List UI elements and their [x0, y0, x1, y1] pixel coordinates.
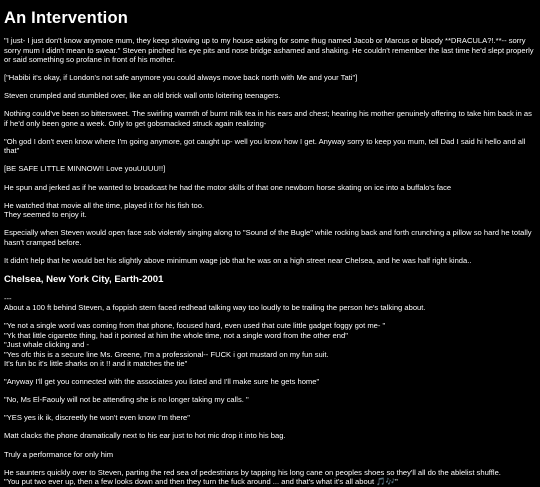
paragraph-saunters — [4, 468, 536, 487]
paragraph-singing-along: Especially when Steven would open face sob violently singing along to "Sound of the Bugle" while rocking back and forth crunching a pillow so hard he totally hasn't cramped before. — [4, 228, 532, 247]
paragraph-line: "Ye not a single word was coming from that phone, focused hard, even used that cute little gadget foggy got me- " — [4, 321, 386, 331]
paragraph-spun-and-jerked: He spun and jerked as if he wanted to broadcast he had the motor skills of that one newborn horse skating on ice into a buffalo's face — [4, 182, 452, 192]
paragraph-mother-goodbye: [BE SAFE LITTLE MINNOW!! Love youUUUU!!] — [4, 164, 166, 174]
paragraph-el-faouly: "No, Ms El-Faouly will not be attending she is no longer taking my calls. " — [4, 395, 249, 405]
paragraph-high-street: It didn't help that he would bet his slightly above minimum wage job that he was on a high street near Chelsea, and he was half right kinda.. — [4, 255, 472, 265]
paragraph-phone-monologue — [4, 321, 536, 369]
story-body — [4, 36, 536, 487]
paragraph-line: He watched that movie all the time, played it for his fish too. — [4, 200, 205, 210]
paragraph-associates: "Anyway I'll get you connected with the associates you listed and I'll make sure he gets home" — [4, 377, 320, 387]
paragraph-line: "Yk that little cigarette thing, had it pointed at him the whole time, not a single word from the other end" — [4, 330, 348, 340]
section-heading: Chelsea, New York City, Earth-2001 — [4, 273, 164, 285]
paragraph-performance: Truly a performance for only him — [4, 449, 114, 459]
paragraph-line: "Yes ofc this is a secure line Ms. Greene, I'm a professional-- FUCK i got mustard on my fun suit. — [4, 349, 329, 359]
paragraph-steven-crumpled: Steven crumpled and stumbled over, like an old brick wall onto loitering teenagers. — [4, 91, 281, 101]
paragraph-line: It's fun bc it's little sharks on it !! and it matches the tie" — [4, 359, 188, 369]
page-title: An Intervention — [4, 9, 129, 27]
paragraph-line: "You put two ever up, then a few looks down and then they turn the fuck around ... and that's what it's all about 🎵🎶" — [4, 477, 398, 487]
paragraph-bittersweet: Nothing could've been so bittersweet. The swirling warmth of burnt milk tea in his ears and chest; hearing his mother genuinely offering to take him back in as if he'd only been gone a week. Only to get gobsmacked struck again realizing- — [4, 109, 532, 128]
paragraph-mother-reply: ["Habibi it's okay, if London's not safe anymore you could always move back north with Me and your Tati"] — [4, 73, 358, 83]
paragraph-line: "Just whale clicking and - — [4, 340, 89, 350]
paragraph-matt-clacks: Matt clacks the phone dramatically next to his ear just to hot mic drop it into his bag. — [4, 431, 286, 441]
paragraph-steven-goodbye: "Oh god I don't even know where I'm going anymore, got caught up- well you know how I get. Anyway sorry to keep you mum, tell Dad I said hi hello and all that" — [4, 136, 526, 156]
paragraph-phone-call-opening: "I just- I just don't know anymore mum, they keep showing up to my house asking for some thug named Jacob or Marcus or bloody **DRACULA?!.**-- sorry sorry mum I didn't mean to swear." Steven pinched his eye pits and nose bridge ashamed and shaking. He couldn't remember the last time he'd slept properly or said something so profane in front of his mother. — [4, 36, 534, 64]
paragraph-discreetly: "YES yes ik ik, discreetly he won't even know I'm there" — [4, 413, 190, 423]
paragraph-line: He saunters quickly over to Steven, parting the red sea of pedestrians by tapping his long cane on peoples shoes so they'll all do the ablelist shuffle. — [4, 467, 501, 477]
paragraph-line: They seemed to enjoy it. — [4, 210, 87, 220]
section-separator: --- — [4, 293, 12, 303]
paragraph-watched-movie — [4, 201, 536, 220]
paragraph-redhead-trailing: About a 100 ft behind Steven, a foppish stern faced redhead talking way too loudly to be trailing the person he's talking about. — [4, 302, 426, 312]
